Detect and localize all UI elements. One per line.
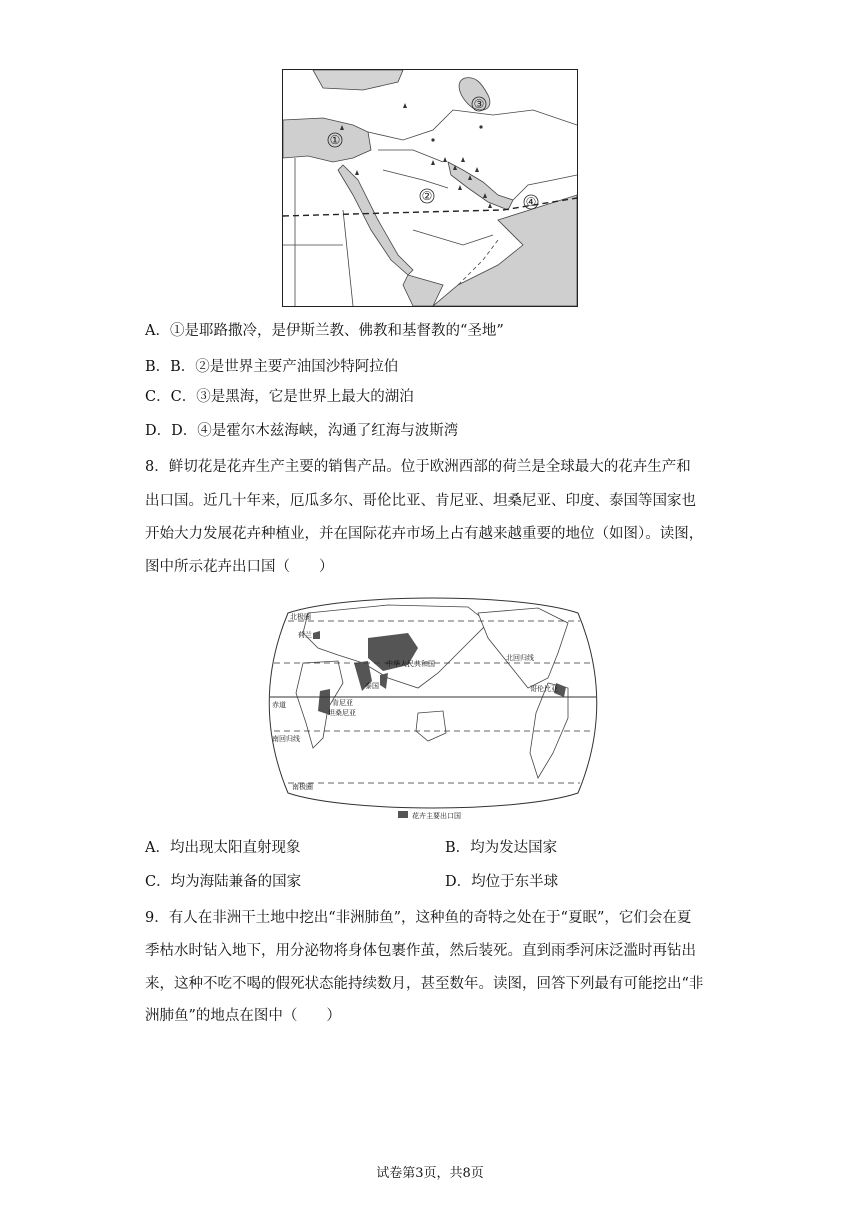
q8-option-b: B．均为发达国家 bbox=[445, 840, 558, 856]
label-thailand: 泰国 bbox=[365, 682, 379, 690]
label-netherlands: 荷兰 bbox=[298, 631, 312, 639]
label-tropic-cancer: 北回归线 bbox=[506, 654, 534, 662]
marker-3: ③ bbox=[473, 97, 485, 111]
q8-line-2: 出口国。近几十年来，厄瓜多尔、哥伦比亚、肯尼亚、坦桑尼亚、印度、泰国等国家也 bbox=[145, 493, 696, 509]
q8-option-d: D．均位于东半球 bbox=[445, 874, 559, 890]
world-flower-map bbox=[268, 593, 598, 821]
marker-1: ① bbox=[329, 133, 341, 147]
marker-2: ② bbox=[421, 189, 433, 203]
page-footer: 试卷第3页，共8页 bbox=[376, 1166, 484, 1181]
world-flower-map-svg bbox=[268, 593, 598, 821]
q8-line-3: 开始大力发展花卉种植业，并在国际花卉市场上占有越来越重要的地位（如图）。读图， bbox=[145, 526, 704, 542]
label-tanzania: 坦桑尼亚 bbox=[328, 709, 356, 717]
q9-line-2: 季枯水时钻入地下，用分泌物将身体包裹作茧，然后装死。直到雨季河床泛滥时再钻出 bbox=[145, 943, 696, 959]
label-tropic-capricorn: 南回归线 bbox=[272, 735, 300, 743]
persian-gulf bbox=[448, 162, 513, 210]
q7-option-d: D．D．④是霍尔木兹海峡，沟通了红海与波斯湾 bbox=[145, 423, 459, 439]
q7-option-c: C．C．③是黑海，它是世界上最大的湖泊 bbox=[145, 389, 414, 405]
label-arctic-circle: 北极圈 bbox=[290, 613, 311, 621]
label-antarctic-circle: 南极圈 bbox=[292, 783, 313, 791]
mediterranean-sea bbox=[283, 118, 371, 162]
label-china: 中华人民共和国 bbox=[386, 660, 435, 668]
q9-line-1: 9．有人在非洲干土地中挖出“非洲肺鱼”，这种鱼的奇特之处在于“夏眠”，它们会在夏 bbox=[145, 910, 692, 926]
label-colombia: 哥伦比亚 bbox=[530, 685, 558, 693]
red-sea bbox=[338, 165, 413, 275]
q8-line-1: 8．鲜切花是花卉生产主要的销售产品。位于欧洲西部的荷兰是全球最大的花卉生产和 bbox=[145, 459, 691, 475]
q9-line-3: 来，这种不吃不喝的假死状态能持续数月，甚至数年。读图，回答下列最有可能挖出“非 bbox=[145, 976, 704, 992]
middle-east-map-svg bbox=[283, 70, 577, 306]
q9-line-4: 洲肺鱼”的地点在图中（ ） bbox=[145, 1008, 341, 1024]
gulf-of-aden bbox=[403, 275, 443, 306]
q8-line-4: 图中所示花卉出口国（ ） bbox=[145, 559, 334, 575]
label-equator: 赤道 bbox=[272, 701, 286, 709]
q8-option-a: A．均出现太阳直射现象 bbox=[145, 840, 301, 856]
q7-option-a: A．①是耶路撒冷，是伊斯兰教、佛教和基督教的“圣地” bbox=[145, 323, 504, 339]
black-sea bbox=[313, 70, 403, 90]
legend-label: 花卉主要出口国 bbox=[412, 812, 461, 820]
label-kenya: 肯尼亚 bbox=[332, 699, 353, 707]
q7-option-b: B．B．②是世界主要产油国沙特阿拉伯 bbox=[145, 359, 399, 375]
middle-east-map bbox=[282, 69, 578, 307]
q8-option-c: C．均为海陆兼备的国家 bbox=[145, 874, 302, 890]
marker-4: ④ bbox=[525, 195, 537, 209]
legend-swatch bbox=[398, 811, 408, 818]
